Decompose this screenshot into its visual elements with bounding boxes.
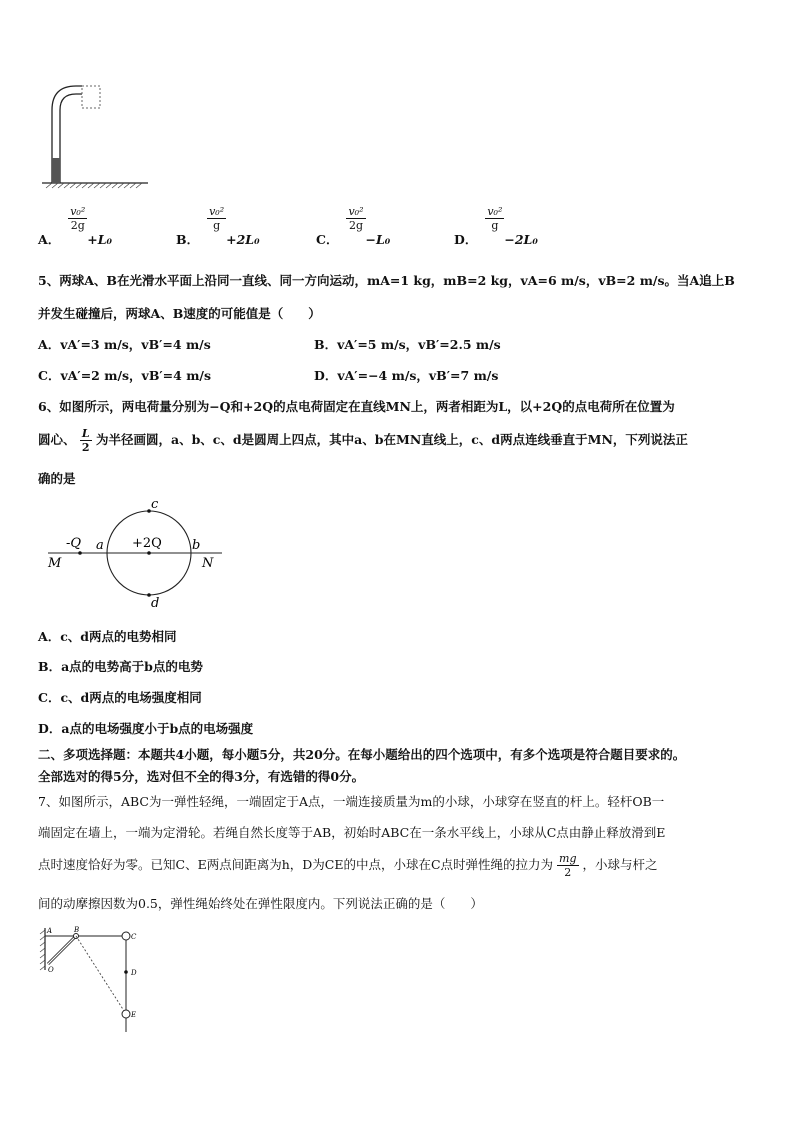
q4-option-d: D． $\frac{\text{v₀²}}{g}$ −2L₀	[454, 205, 538, 247]
label-m: M	[48, 556, 62, 571]
ball-e	[122, 1010, 130, 1018]
q4-option-a: A． $\frac{\text{v₀²}}{2g}$ +L₀	[38, 205, 112, 247]
label-negq: -Q	[66, 536, 82, 551]
q7-line4: 间的动摩擦因数为0.5，弹性绳始终处在弹性限度内。下列说法正确的是（ ）	[38, 896, 483, 911]
q6-line2: 圆心、 $\frac{L}{2}$ 为半径画圆，a、b、c、d是圆周上四点，其中a、b在MN直线上，c、d两点连线垂直于MN，下列说法正	[38, 427, 688, 454]
q6-option-d: D．a点的电场强度小于b点的电场强度	[38, 721, 254, 736]
q5-option-d: D．vA′=−4 m/s，vB′=7 m/s	[314, 368, 499, 383]
label-b: b	[192, 538, 201, 553]
label-c: c	[151, 497, 159, 512]
svg-text:O: O	[48, 966, 54, 974]
q6-option-c: C．c、d两点的电场强度相同	[38, 690, 202, 705]
point-d	[124, 970, 128, 974]
q5-option-b: B．vA′=5 m/s，vB′=2.5 m/s	[314, 337, 501, 352]
q5-line2: 并发生碰撞后，两球A、B速度的可能值是（ ）	[38, 306, 321, 321]
q5-option-a: A．vA′=3 m/s，vB′=4 m/s	[38, 337, 211, 352]
q6-option-b: B．a点的电势高于b点的电势	[38, 659, 203, 674]
q7-line2: 端固定在墙上，一端为定滑轮。若绳自然长度等于AB，初始时ABC在一条水平线上，小球从C点由静止释放滑到E	[38, 825, 666, 840]
q6-line3: 确的是	[38, 471, 76, 486]
q7-fraction: $\frac{mg}{2}$	[559, 852, 577, 879]
label-n: N	[202, 556, 214, 571]
section2-line1: 二、多项选择题：本题共4小题，每小题5分，共20分。在每小题给出的四个选项中，有多个选项是符合题目要求的。	[38, 747, 686, 762]
svg-text:A: A	[47, 927, 53, 935]
svg-text:C: C	[131, 933, 137, 941]
q7-line3: 点时速度恰好为零。已知C、E两点间距离为h，D为CE的中点，小球在C点时弹性绳的拉力为 $\frac{mg}{2}$ ，小球与杆之	[38, 852, 658, 879]
label-d: d	[151, 596, 160, 611]
q4-option-c: C． $\frac{\text{v₀²}}{2g}$ −L₀	[316, 205, 391, 247]
rope-be	[76, 936, 126, 1014]
q6-line1: 6、如图所示，两电荷量分别为−Q和+2Q的点电荷固定在直线MN上，两者相距为L，以+2Q的点电荷所在位置为	[38, 399, 675, 414]
q5-line1: 5、两球A、B在光滑水平面上沿同一直线、同一方向运动，mA=1 kg，mB=2 kg，vA=6 m/s，vB=2 m/s。当A追上B	[38, 273, 735, 288]
q4-option-b: B． $\frac{\text{v₀²}}{g}$ +2L₀	[176, 205, 260, 247]
ball-c	[122, 932, 130, 940]
spring	[52, 158, 60, 183]
q6-figure	[40, 495, 230, 615]
svg-text:E: E	[131, 1011, 137, 1019]
q7-line1: 7、如图所示，ABC为一弹性轻绳，一端固定于A点，一端连接质量为m的小球，小球穿在竖直的杆上。轻杆OB一	[38, 794, 665, 809]
svg-text:B: B	[74, 926, 80, 934]
label-a: a	[96, 538, 104, 553]
dashed-box	[82, 86, 100, 108]
svg-text:D: D	[131, 969, 137, 977]
q6-fraction: $\frac{L}{2}$	[81, 427, 90, 454]
q6-option-a: A．c、d两点的电势相同	[38, 629, 177, 644]
q5-option-c: C．vA′=2 m/s，vB′=4 m/s	[38, 368, 212, 383]
label-posq: +2Q	[132, 536, 162, 551]
q7-figure	[38, 924, 148, 1034]
section2-line2: 全部选对的得5分，选对但不全的得3分，有选错的得0分。	[38, 769, 365, 784]
q4-figure	[38, 80, 158, 190]
